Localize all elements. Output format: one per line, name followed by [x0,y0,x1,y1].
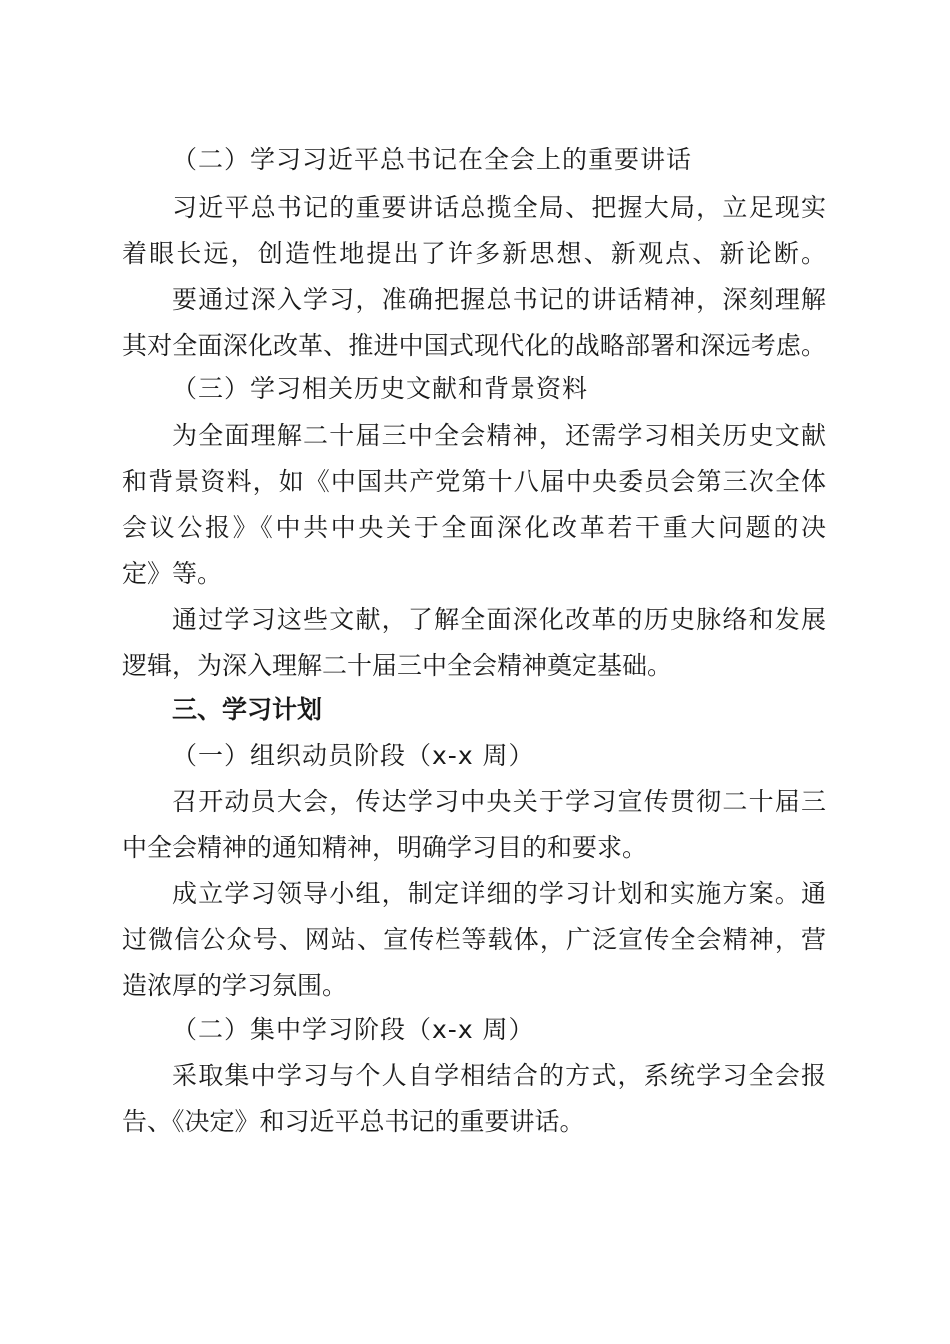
paragraph-line: 中全会精神的通知精神，明确学习目的和要求。 [122,833,648,862]
paragraph-line: 造浓厚的学习氛围。 [122,971,348,1000]
paragraph-line: 其对全面深化改革、推进中国式现代化的战略部署和深远考虑。 [122,331,826,360]
section-heading-2-3: （三）学习相关历史文献和背景资料 [172,374,589,403]
paragraph-line: 过微信公众号、网站、宣传栏等载体，广泛宣传全会精神，营 [122,925,826,954]
paragraph-line: 召开动员大会，传达学习中央关于学习宣传贯彻二十届三 [172,787,826,816]
section-heading-2-2: （二）学习习近平总书记在全会上的重要讲话 [172,145,693,174]
subsection-heading-3-1: （一）组织动员阶段（x-x 周） [172,741,535,770]
paragraph-line: 成立学习领导小组，制定详细的学习计划和实施方案。通 [172,879,826,908]
paragraph-line: 要通过深入学习，准确把握总书记的讲话精神，深刻理解 [172,285,826,314]
subsection-heading-3-2: （二）集中学习阶段（x-x 周） [172,1015,535,1044]
paragraph-line: 为全面理解二十届三中全会精神，还需学习相关历史文献 [172,421,826,450]
paragraph-line: 采取集中学习与个人自学相结合的方式，系统学习全会报 [172,1061,826,1090]
paragraph-line: 和背景资料，如《中国共产党第十八届中央委员会第三次全体 [122,467,826,496]
paragraph-line: 逻辑，为深入理解二十届三中全会精神奠定基础。 [122,651,673,680]
paragraph-line: 会议公报》《中共中央关于全面深化改革若干重大问题的决 [122,513,826,542]
paragraph-line: 通过学习这些文献，了解全面深化改革的历史脉络和发展 [172,605,826,634]
paragraph-line: 定》等。 [122,559,223,588]
paragraph-line: 习近平总书记的重要讲话总揽全局、把握大局，立足现实 [172,193,826,222]
section-heading-3: 三、学习计划 [172,695,323,724]
paragraph-line: 着眼长远，创造性地提出了许多新思想、新观点、新论断。 [122,239,826,268]
paragraph-line: 告、《决定》和习近平总书记的重要讲话。 [122,1107,585,1136]
